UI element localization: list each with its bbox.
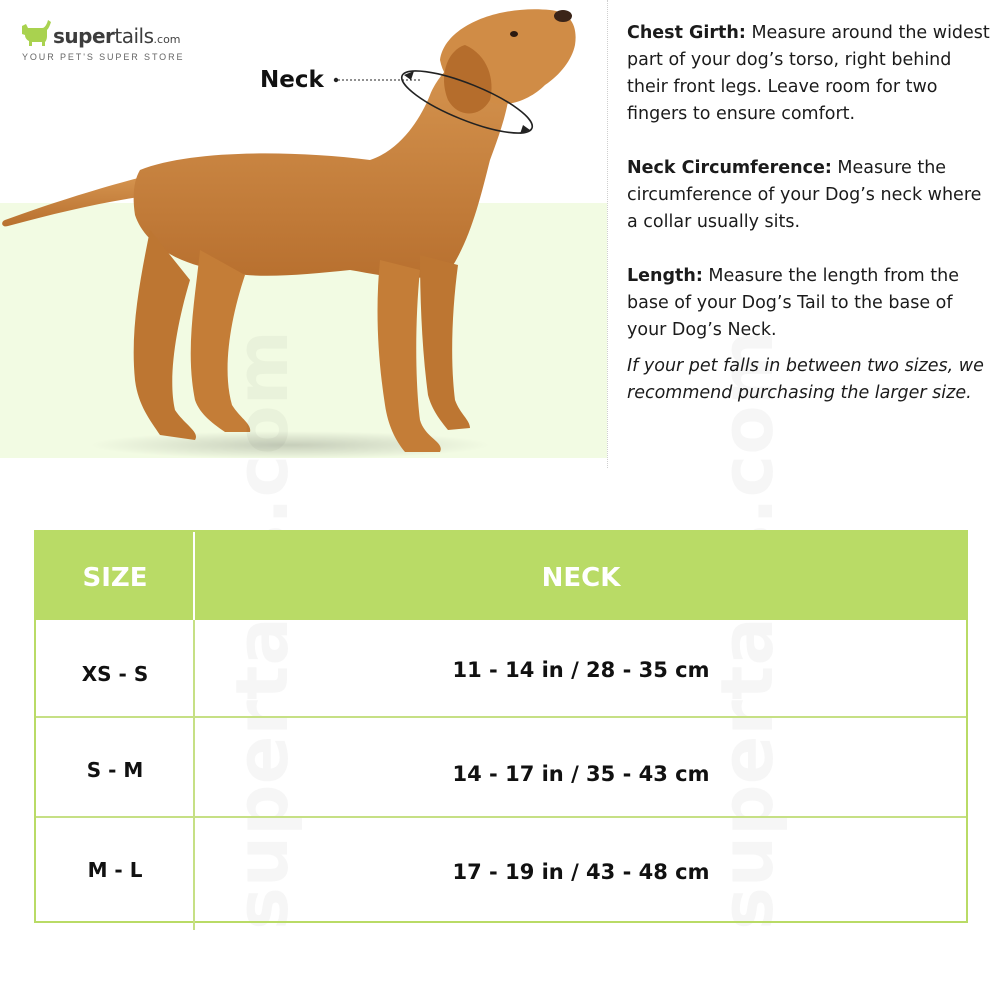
neck-instruction xyxy=(627,155,992,236)
header-separator xyxy=(193,532,195,620)
size-note: If your pet falls in between two sizes, we recommend purchasing the larger size. xyxy=(627,356,984,403)
length-text: Measure the length from the base of your Dog’s Tail to the base of your Dog’s Neck. xyxy=(627,266,959,340)
dog-tail xyxy=(2,175,155,226)
dog-illustration-panel xyxy=(0,0,607,458)
length-instruction xyxy=(627,263,992,344)
neck-cell: 17 - 19 in / 43 - 48 cm xyxy=(452,860,710,884)
size-cell: XS - S xyxy=(81,662,149,686)
chest-girth-instruction xyxy=(627,20,992,128)
neck-leader-dot xyxy=(334,78,338,82)
size-chart-table xyxy=(34,530,968,923)
neck-text: Measure the circumference of your Dog’s neck where a collar usually sits. xyxy=(627,158,982,232)
dog-back-leg-right xyxy=(191,250,251,432)
dog-eye xyxy=(510,31,518,37)
table-header-row xyxy=(36,532,966,620)
chest-girth-text: Measure around the widest part of your dog’s torso, right behind their front legs. Leave room for two fingers to ensure comfort. xyxy=(627,23,990,124)
logo-tagline: YOUR PET'S SUPER STORE xyxy=(22,52,185,62)
neck-callout-label: Neck xyxy=(260,67,324,93)
header-size: SIZE xyxy=(82,563,148,593)
dog-logo-icon xyxy=(20,16,52,48)
table-row xyxy=(36,718,966,816)
size-cell: M - L xyxy=(87,858,143,882)
header-neck: NECK xyxy=(541,563,621,593)
neck-term: Neck Circumference: xyxy=(627,158,832,178)
dog-nose xyxy=(554,10,572,22)
length-term: Length: xyxy=(627,266,703,286)
dog-front-leg-right xyxy=(420,255,470,430)
neck-cell: 14 - 17 in / 35 - 43 cm xyxy=(452,762,710,786)
neck-cell: 11 - 14 in / 28 - 35 cm xyxy=(452,658,710,682)
supertails-logo[interactable] xyxy=(20,14,190,66)
table-row xyxy=(36,620,966,716)
vertical-divider xyxy=(607,0,608,468)
table-row xyxy=(36,818,966,923)
logo-wordmark: supertails.com xyxy=(53,24,181,48)
size-cell: S - M xyxy=(86,758,144,782)
chest-girth-term: Chest Girth: xyxy=(627,23,746,43)
measurement-instructions xyxy=(627,20,992,434)
